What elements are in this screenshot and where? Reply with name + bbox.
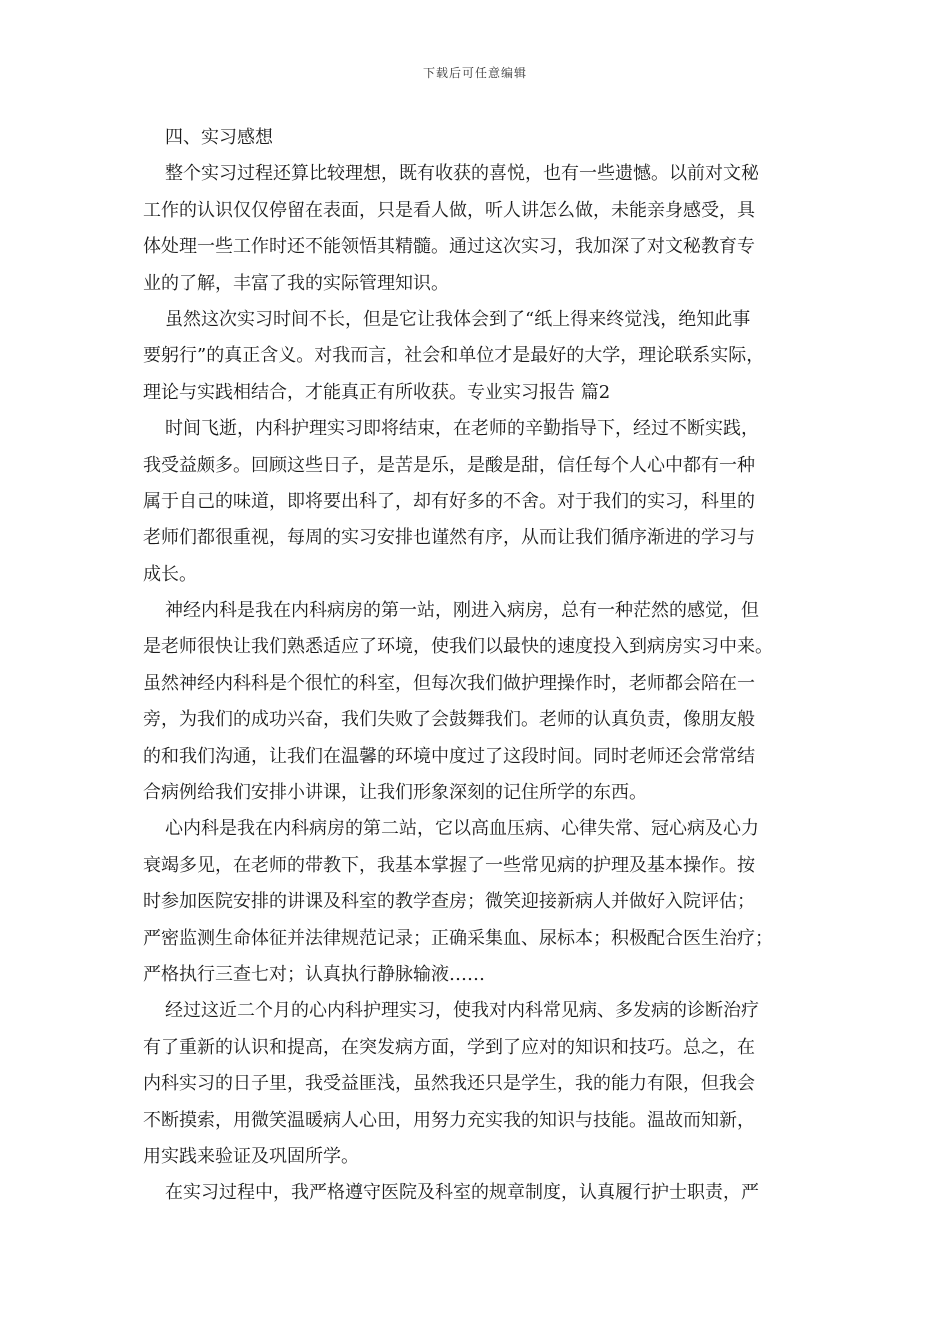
text-line: 时间飞逝，内科护理实习即将结束，在老师的辛勤指导下，经过不断实践， [165,418,759,440]
text-line: 要躬行”的真正含义。对我而言，社会和单位才是最好的大学，理论联系实际， [143,345,765,367]
text-line: 的和我们沟通，让我们在温馨的环境中度过了这段时间。同时老师还会常常结 [143,745,755,767]
text-line: 虽然这次实习时间不长，但是它让我体会到了“纸上得来终觉浅，绝知此事 [165,308,751,330]
text-line: 经过这近二个月的心内科护理实习，使我对内科常见病、多发病的诊断治疗 [165,1000,759,1022]
text-line: 神经内科是我在内科病房的第一站，刚进入病房，总有一种茫然的感觉，但 [165,600,759,622]
text-line: 工作的认识仅仅停留在表面，只是看人做，听人讲怎么做，未能亲身感受，具 [143,199,755,221]
text-line: 整个实习过程还算比较理想，既有收获的喜悦，也有一些遗憾。以前对文秘 [165,163,759,185]
text-line: 时参加医院安排的讲课及科室的教学查房；微笑迎接新病人并做好入院评估； [143,891,755,913]
text-line: 严密监测生命体征并法律规范记录；正确采集血、尿标本；积极配合医生治疗； [143,927,773,949]
text-line: 不断摸索，用微笑温暖病人心田，用努力充实我的知识与技能。温故而知新， [143,1109,755,1131]
text-line: 有了重新的认识和提高，在突发病方面，学到了应对的知识和技巧。总之，在 [143,1036,755,1058]
text-line: 用实践来验证及巩固所学。 [143,1145,359,1167]
text-line: 成长。 [143,563,197,585]
text-line: 我受益颇多。回顾这些日子，是苦是乐，是酸是甜，信任每个人心中都有一种 [143,454,755,476]
text-line: 理论与实践相结合，才能真正有所收获。专业实习报告 篇2 [143,381,611,403]
text-line: 衰竭多见，在老师的带教下，我基本掌握了一些常见病的护理及基本操作。按 [143,854,755,876]
text-line: 心内科是我在内科病房的第二站，它以高血压病、心律失常、冠心病及心力 [165,818,759,840]
text-line: 旁，为我们的成功兴奋，我们失败了会鼓舞我们。老师的认真负责，像朋友般 [143,709,755,731]
text-line: 老师们都很重视，每周的实习安排也谨然有序，从而让我们循序渐进的学习与 [143,527,755,549]
text-line: 是老师很快让我们熟悉适应了环境，使我们以最快的速度投入到病房实习中来。 [143,636,773,658]
document-body [143,120,823,1212]
page-header: 下载后可任意编辑 [422,66,527,80]
text-line: 严格执行三查七对；认真执行静脉输液…… [143,963,485,985]
text-line: 体处理一些工作时还不能领悟其精髓。通过这次实习，我加深了对文秘教育专 [143,236,755,258]
text-line: 业的了解，丰富了我的实际管理知识。 [143,272,449,294]
text-line: 虽然神经内科科是个很忙的科室，但每次我们做护理操作时，老师都会陪在一 [143,672,755,694]
text-line: 在实习过程中，我严格遵守医院及科室的规章制度，认真履行护士职责，严 [165,1182,759,1204]
text-line: 合病例给我们安排小讲课，让我们形象深刻的记住所学的东西。 [143,782,647,804]
text-line: 四、实习感想 [165,127,273,148]
text-line: 内科实习的日子里，我受益匪浅，虽然我还只是学生，我的能力有限，但我会 [143,1073,755,1095]
text-line: 属于自己的味道，即将要出科了，却有好多的不舍。对于我们的实习，科里的 [143,490,755,512]
